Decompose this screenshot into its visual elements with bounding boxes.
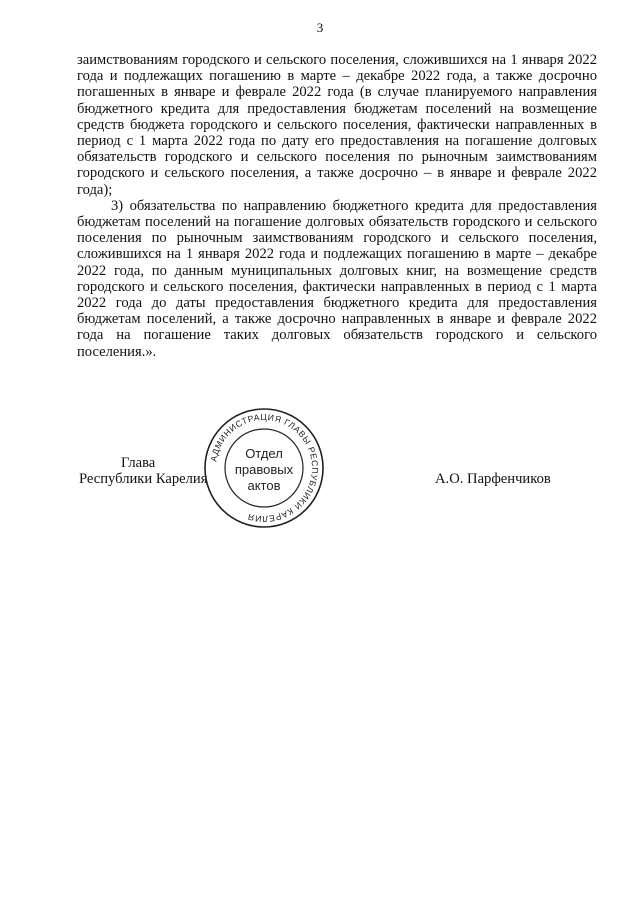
signatory-title [79, 455, 219, 487]
page-number: 3 [316, 20, 324, 35]
paragraph-item-3: 3) обязательства по направлению бюджетного кредита для предоставления бюджетам поселений на погашение долговых обязательств городского и сельского поселения по рыночным заимствованиям городского и сельского поселения, сложившихся на 1 января 2022 года и подлежащих погашению в марте – декабре 2022 года, по данным муниципальных долговых книг, на возмещение средств городского и сельского поселения, фактически направленных в период с 1 марта 2022 года до даты предоставления бюджетного кредита для предоставления бюджетам поселений, а также досрочно направленных в январе и феврале 2022 года на погашение таких долговых обязательств городского и сельского поселения.». [77, 197, 597, 360]
signatory-name: А.О. Парфенчиков [435, 471, 551, 487]
stamp-center-line-3: актов [247, 478, 281, 493]
stamp-center-line-1: Отдел [245, 446, 283, 461]
document-body [77, 52, 597, 360]
official-stamp [202, 406, 326, 530]
stamp-ring-text: АДМИНИСТРАЦИЯ ГЛАВЫ РЕСПУБЛИКИ КАРЕЛИЯ [208, 411, 321, 525]
paragraph-continuation: заимствованиям городского и сельского поселения, сложившихся на 1 января 2022 года и подлежащих погашению в марте – декабре 2022 года, а также досрочно погашенных в январе и феврале 2022 года (в случае планируемого направления бюджетного кредита для предоставления бюджетам поселений на возмещение средств бюджета городского и сельского поселения, фактически направленных в период с 1 марта 2022 года по дату его предоставления на погашение долговых обязательств городского и сельского поселения по рыночным заимствованиям городского и сельского поселения, а также досрочно – в январе и феврале 2022 года); [77, 52, 597, 198]
stamp-center-line-2: правовых [234, 462, 294, 477]
signatory-title-line-2: Республики Карелия [79, 471, 208, 488]
signatory-title-line-1: Глава [121, 455, 156, 471]
